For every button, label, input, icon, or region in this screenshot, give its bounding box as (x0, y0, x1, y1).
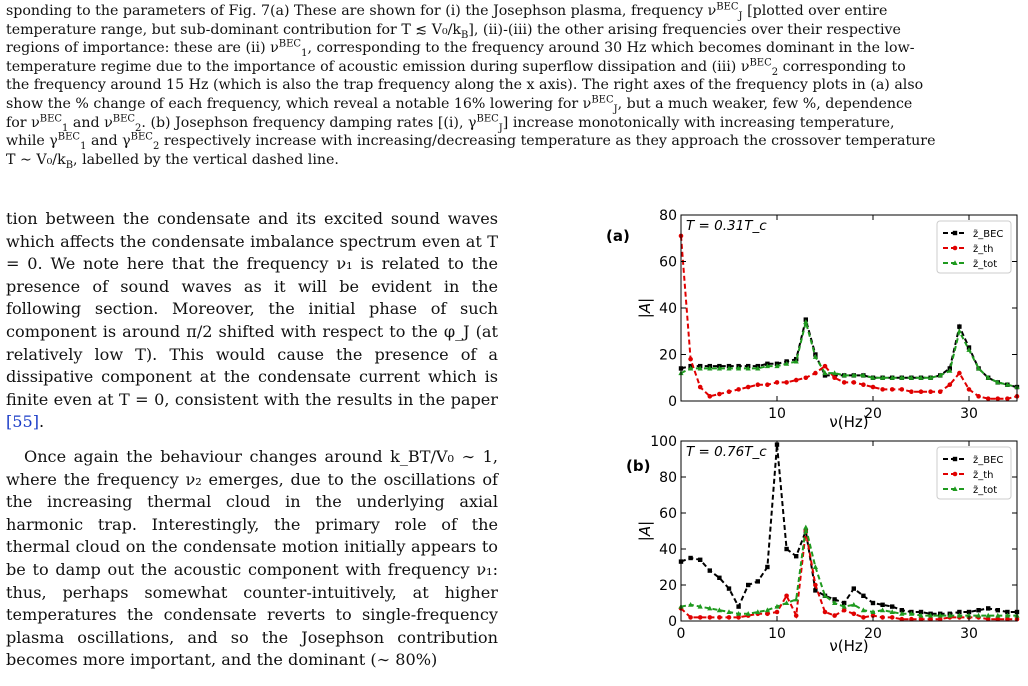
series-line (681, 322, 1017, 387)
data-point (727, 586, 731, 590)
x-tick-label: 30 (960, 406, 978, 422)
data-point (996, 396, 1001, 401)
y-tick-label: 20 (659, 578, 677, 594)
data-point (890, 604, 894, 608)
temperature-annotation: T = 0.31T_c (686, 218, 767, 234)
data-point (1005, 396, 1010, 401)
panel-label: (b) (626, 457, 651, 475)
data-point (717, 576, 721, 580)
data-point (880, 387, 885, 392)
data-point (842, 380, 847, 385)
data-point (727, 615, 732, 620)
data-point (736, 604, 740, 608)
data-point (861, 594, 865, 598)
data-point (746, 385, 751, 390)
legend-marker (953, 457, 957, 461)
body-text-column (6, 208, 498, 672)
series-line (681, 527, 1017, 615)
data-point (746, 583, 750, 587)
data-point (880, 603, 884, 607)
legend-label: z̃_BEC (973, 229, 1004, 240)
series-tot (678, 319, 1019, 389)
data-point (736, 387, 741, 392)
y-tick-label: 60 (659, 254, 677, 271)
figure-svg (598, 205, 1028, 682)
y-tick-label: 40 (659, 542, 677, 558)
chart-panel-2 (626, 434, 1020, 655)
data-point (813, 371, 818, 376)
data-point (794, 613, 799, 618)
data-point (900, 387, 905, 392)
x-tick-label: 20 (864, 406, 882, 422)
data-point (967, 387, 972, 392)
data-point (708, 568, 712, 572)
data-point (996, 608, 1000, 612)
data-point (813, 564, 818, 569)
figure-caption: sponding to the parameters of Fig. 7(a) These are shown for (i) the Josephson plasma, frequency $\nu^{BEC}_J$ [plotted over entire temperature range, but sub-dominant contribution for T ≲ $V_0/k_B$], (ii)-(iii) the other arising frequencies over their respective regions of importance: these are (ii) $\nu^{BEC}_1$, corresponding to the frequency around 30 Hz which becomes dominant in the low- temperature regime due to the importance of acoustic emission during superflow dissipation and (iii) $\nu^{BEC}_2$ corresponding to the frequency around 15 Hz (which is also the trap frequency along the x axis). The right axes of the frequency plots in (a) also show the % change of each frequency, which reveal a notable 16% lowering for $\nu^{BEC}_J$, but a much weaker, few %, dependence for $\nu^{BEC}_1$ and $\nu^{BEC}_2$. (b) Josephson frequency damping rates [(i), $\gamma^{BEC}_J$] increase monotonically with increasing temperature, while $\gamma^{BEC}_1$ and $\gamma^{BEC}_2$ respectively increase with increasing/decreasing temperature as they approach the crossover temperature T ∼ $V_0/k_B$, labelled by the vertical dashed line. (6, 1, 936, 171)
data-point (765, 565, 769, 569)
y-tick-label: 0 (668, 614, 677, 630)
data-point (823, 610, 828, 615)
data-point (928, 389, 933, 394)
data-point (708, 615, 713, 620)
data-point (890, 387, 895, 392)
data-point (852, 612, 857, 617)
y-tick-label: 0 (668, 394, 677, 410)
data-point (938, 389, 943, 394)
x-tick-label: 20 (864, 626, 882, 642)
y-tick-label: 60 (659, 506, 677, 522)
data-point (717, 615, 722, 620)
x-axis-label: ν(Hz) (829, 637, 869, 655)
temperature-annotation: T = 0.76T_c (686, 444, 767, 460)
data-point (804, 375, 809, 380)
data-point (909, 389, 914, 394)
legend-label: z̃_tot (973, 485, 998, 496)
y-axis-label: |A| (636, 297, 654, 319)
y-axis-label: |A| (636, 520, 654, 542)
data-point (948, 382, 953, 387)
y-tick-label: 80 (659, 208, 677, 224)
data-point (986, 396, 991, 401)
figure-panels (598, 205, 1028, 682)
data-point (871, 385, 876, 390)
series-th (679, 529, 1020, 622)
data-point (871, 601, 875, 605)
y-tick-label: 100 (650, 434, 677, 450)
data-point (976, 608, 980, 612)
x-tick-label: 10 (768, 626, 786, 642)
legend-label: z̃_BEC (973, 455, 1004, 466)
legend-label: z̃_th (973, 244, 994, 255)
data-point (976, 394, 981, 399)
data-point (765, 382, 770, 387)
data-point (775, 610, 780, 615)
data-point (957, 324, 961, 328)
series-line (681, 320, 1017, 388)
data-point (794, 378, 799, 383)
data-point (852, 586, 856, 590)
data-point (986, 606, 990, 610)
y-tick-label: 40 (659, 301, 677, 317)
data-point (957, 371, 962, 376)
x-tick-label: 30 (960, 626, 978, 642)
data-point (852, 380, 857, 385)
data-point (861, 615, 866, 620)
data-point (813, 583, 818, 588)
data-point (880, 615, 885, 620)
data-point (688, 615, 693, 620)
panel-label: (a) (606, 227, 630, 245)
data-point (727, 389, 732, 394)
data-point (919, 389, 924, 394)
x-tick-label: 10 (768, 406, 786, 422)
data-point (698, 615, 703, 620)
series-bec (679, 317, 1019, 389)
data-point (823, 364, 828, 369)
data-point (784, 594, 789, 599)
data-point (832, 375, 837, 380)
legend-label: z̃_tot (973, 259, 998, 270)
data-point (794, 597, 799, 602)
y-tick-label: 80 (659, 470, 677, 486)
data-point (803, 525, 808, 530)
data-point (698, 385, 703, 390)
series-tot (678, 525, 1019, 618)
data-point (890, 615, 895, 620)
y-tick-label: 20 (659, 347, 677, 364)
data-point (784, 547, 788, 551)
data-point (832, 613, 837, 618)
legend-label: z̃_th (973, 470, 994, 481)
data-point (688, 357, 693, 362)
data-point (756, 382, 761, 387)
legend-marker (953, 231, 957, 235)
data-point (861, 382, 866, 387)
data-point (813, 588, 817, 592)
data-point (698, 558, 702, 562)
legend-marker (953, 472, 958, 477)
data-point (957, 328, 962, 333)
legend-marker (953, 246, 958, 251)
data-point (756, 579, 760, 583)
data-point (775, 380, 780, 385)
x-axis-label: ν(Hz) (829, 413, 869, 431)
data-point (794, 554, 798, 558)
body-paragraph-1: tion between the condensate and its excited sound waves which affects the condensate imbalance spectrum even at T = 0. We note here that the frequency ν₁ is related to the presence of sound waves as it will be evident in the following section. Moreover, the initial phase of such component is around π/2 shifted with respect to the φ_J (at relatively low T). This would cause the presence of a dissipative component at the condensate current which is finite even at T = 0, consistent with the results in the paper [55]. (6, 209, 498, 432)
x-tick-label: 0 (676, 626, 686, 642)
data-point (708, 394, 713, 399)
data-point (717, 392, 722, 397)
chart-panel-1 (606, 208, 1020, 431)
citation-link[interactable]: [55] (6, 412, 40, 432)
data-point (688, 556, 692, 560)
data-point (784, 380, 789, 385)
body-paragraph-2: Once again the behaviour changes around k_BT/V₀ ∼ 1, where the frequency ν₂ emerges, due to the oscillations of the increasing thermal cloud in the underlying axial harmonic trap. Interestingly, the primary role of the thermal cloud on the condensate motion initially appears to be to damp out the acoustic component with frequency ν₁: thus, perhaps somewhat counter-intuitively, at higher temperatures the condensate reverts to single-frequency plasma oscillations, and so the Josephson contribution becomes more important, and the dominant (∼ 80%) (6, 446, 498, 670)
